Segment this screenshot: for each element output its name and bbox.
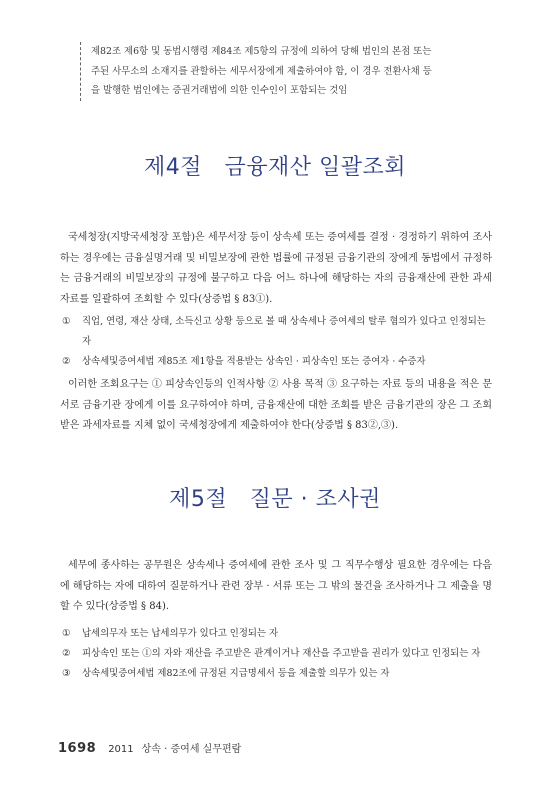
list-item — [62, 352, 492, 372]
quote-line: 주된 사무소의 소재지를 관할하는 세무서장에게 제출하여야 함, 이 경우 전환사채 등 — [91, 65, 432, 77]
list-item — [62, 624, 492, 644]
quote-line: 을 발행한 법인에는 증권거래법에 의한 인수인이 포함되는 것임 — [91, 85, 348, 96]
section-4-paragraph-2-text: 이러한 조회요구는 ① 피상속인등의 인적사항 ② 사용 목적 ③ 요구하는 자료 등의 내용을 적은 문서로 금융기관 장에게 이를 요구하여야 하며, 금융재산에 대한 조회를 받은 금융기관의 장은 그 조회받은 과세자료를 지체 없이 국세청장에게 제출하여야 한다(상증법 § 83②,③). — [60, 379, 492, 431]
page-footer — [58, 740, 241, 756]
list-item-text: 상속세및증여세법 제85조 제1항을 적용받는 상속인 · 피상속인 또는 증여자 · 수증자 — [82, 356, 426, 367]
list-item-text: 피상속인 또는 ①의 자와 재산을 주고받은 관계이거나 재산을 주고받을 권리가 있다고 인정되는 자 — [82, 648, 481, 659]
section-4-paragraph-2 — [60, 375, 492, 437]
section-4-list — [62, 312, 492, 372]
quoted-note — [80, 42, 495, 101]
book-title: 상속 · 증여세 실무편람 — [141, 744, 242, 755]
section-5-paragraph — [60, 556, 492, 618]
list-item — [62, 312, 492, 352]
list-number: ② — [62, 356, 71, 367]
section-4-heading: 제4절 금융재산 일괄조회 — [144, 155, 406, 180]
section-5-list — [62, 624, 492, 684]
list-item — [62, 664, 492, 684]
page-number: 1698 — [58, 741, 97, 756]
list-number: ① — [62, 316, 71, 327]
list-item-text: 직업, 연령, 재산 상태, 소득신고 상황 등으로 볼 때 상속세나 증여세의 탈루 혐의가 있다고 인정되는 자 — [82, 316, 486, 347]
quote-line: 제82조 제6항 및 동법시행령 제84조 제5항의 규정에 의하여 당해 법인의 본점 또는 — [91, 46, 432, 57]
section-4-paragraph-text: 국세청장(지방국세청장 포함)은 세무서장 등이 상속세 또는 증여세를 결정 · 경정하기 위하여 조사하는 경우에는 금융실명거래 및 비밀보장에 관한 법률에 규정된 금융기관의 장에게 동법에서 규정하는 금융거래의 비밀보장의 규정에 불구하고 다음 어느 하나에 해당하는 자의 금융재산에 관한 과세자료를 일괄하여 조회할 수 있다(상증법 § 83①). — [60, 232, 492, 305]
list-number: ① — [62, 628, 71, 639]
list-number: ② — [62, 648, 71, 659]
list-number: ③ — [62, 668, 71, 679]
section-4-paragraph — [60, 228, 492, 310]
section-5-paragraph-text: 세무에 종사하는 공무원은 상속세나 증여세에 관한 조사 및 그 직무수행상 필요한 경우에는 다음에 해당하는 자에 대하여 질문하거나 관련 장부 · 서류 또는 그 밖의 물건을 조사하거나 그 제출을 명할 수 있다(상증법 § 84). — [60, 560, 492, 612]
list-item-text: 납세의무자 또는 납세의무가 있다고 인정되는 자 — [82, 628, 279, 639]
section-5-heading: 제5절 질문 · 조사권 — [169, 487, 381, 512]
list-item — [62, 644, 492, 664]
footer-year: 2011 — [108, 744, 134, 755]
list-item-text: 상속세및증여세법 제82조에 규정된 지급명세서 등을 제출할 의무가 있는 자 — [82, 668, 390, 679]
